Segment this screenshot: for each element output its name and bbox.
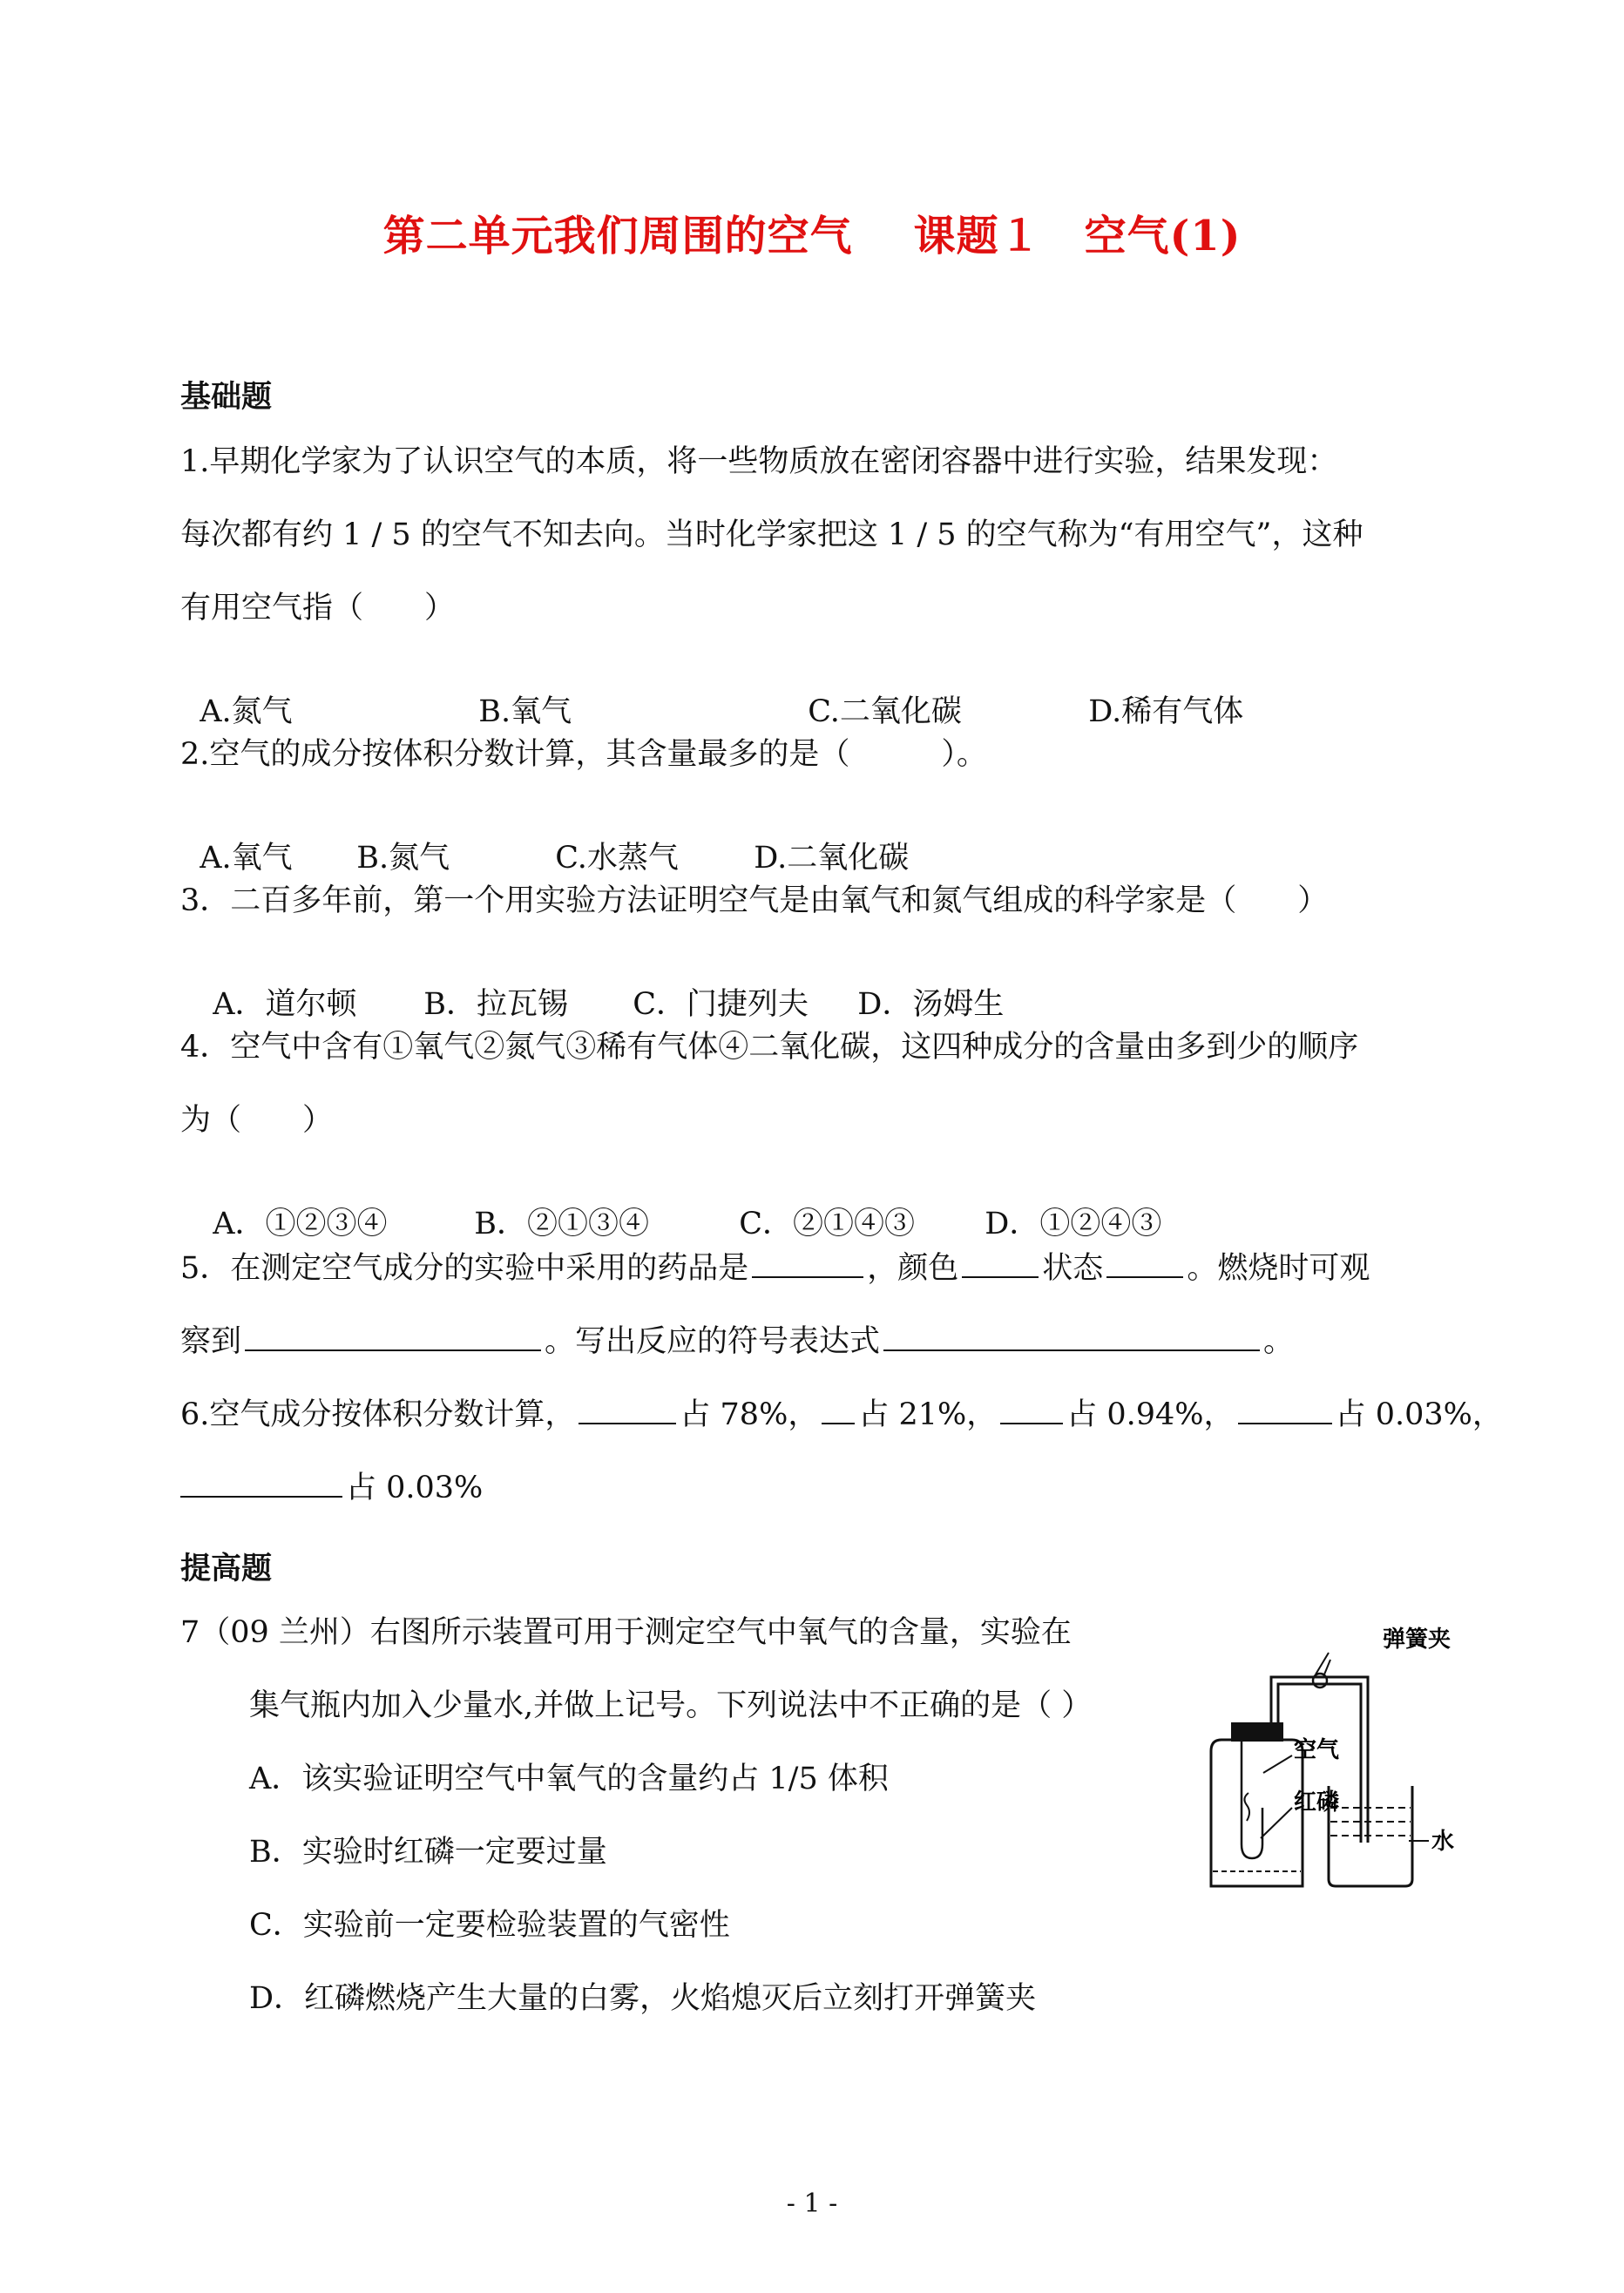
q2-stem: 2.空气的成分按体积分数计算，其含量最多的是（ ）。 [180, 737, 987, 772]
q4-line2: 为（ ） [180, 1103, 334, 1138]
page-number: - 1 - [786, 2188, 838, 2219]
q4-option-c: C．②①④③ [739, 1207, 916, 1241]
q3-option-c: C．门捷列夫 [633, 987, 809, 1022]
q7-option-c: C．实验前一定要检验装置的气密性 [249, 1908, 730, 1943]
q6-text-6: 占 0.03% [346, 1471, 484, 1505]
q7-option-d: D．红磷燃烧产生大量的白雾，火焰熄灭后立刻打开弹簧夹 [249, 1981, 1037, 2016]
q5-text-1: 5．在测定空气成分的实验中采用的药品是 [180, 1251, 749, 1286]
label-water: 水 [1431, 1829, 1455, 1855]
q6-text-5: 占 0.03%， [1335, 1397, 1503, 1432]
apparatus-figure [1181, 1625, 1477, 1895]
q5-blank-equation [883, 1325, 1260, 1351]
air-leader [1263, 1755, 1292, 1773]
q5-line1 [180, 1252, 1370, 1284]
q7-option-b: B．实验时红磷一定要过量 [249, 1835, 607, 1870]
q4-line1: 4．空气中含有①氧气②氮气③稀有气体④二氧化碳，这四种成分的含量由多到少的顺序 [180, 1030, 1359, 1065]
q1-option-a: A.氮气 [200, 694, 293, 729]
q6-blank-2 [822, 1398, 855, 1424]
q3-stem: 3．二百多年前，第一个用实验方法证明空气是由氧气和氮气组成的科学家是（ ） [180, 883, 1329, 918]
q6-blank-3 [1000, 1398, 1063, 1424]
q1-line2: 每次都有约 1 / 5 的空气不知去向。当时化学家把这 1 / 5 的空气称为“有用空气”，这种 [180, 517, 1363, 552]
q7-option-a: A．该实验证明空气中氧气的含量约占 1/5 体积 [249, 1762, 889, 1796]
label-clamp: 弹簧夹 [1383, 1627, 1451, 1653]
q5-text-4: 。燃烧时可观 [1187, 1251, 1370, 1286]
spring-clamp [1313, 1674, 1327, 1688]
q5-blank-reagent [752, 1252, 863, 1278]
collecting-bottle [1211, 1740, 1303, 1886]
spring-clamp-handle [1316, 1653, 1330, 1674]
q5-text-3: 状态 [1042, 1251, 1104, 1286]
q2-option-b: B.氮气 [356, 841, 450, 876]
q6-line1 [180, 1398, 1503, 1431]
q2-option-c: C.水蒸气 [555, 841, 679, 876]
q5-text-5: 察到 [180, 1324, 242, 1359]
q3-option-d: D．汤姆生 [857, 987, 1005, 1022]
q2-option-a: A.氧气 [200, 841, 293, 876]
q6-text-3: 占 21%， [858, 1397, 998, 1432]
q1-line3: 有用空气指（ ） [180, 591, 456, 626]
q5-blank-state [1106, 1252, 1183, 1278]
q6-text-2: 占 78%， [680, 1397, 819, 1432]
q5-blank-observation [245, 1325, 541, 1351]
q5-blank-color [962, 1252, 1039, 1278]
q6-text-1: 6.空气成分按体积分数计算， [180, 1397, 576, 1432]
label-air: 空气 [1294, 1737, 1340, 1763]
q1-option-b: B.氧气 [478, 694, 572, 729]
q7-line1: 7（09 兰州）右图所示装置可用于测定空气中氧气的含量，实验在 [180, 1615, 1072, 1650]
q1-option-c: C.二氧化碳 [808, 694, 962, 729]
rubber-stopper [1231, 1722, 1283, 1742]
phosphorus-leader [1261, 1808, 1292, 1838]
q5-line2 [180, 1325, 1294, 1357]
q2-options [180, 813, 909, 874]
q6-line2 [180, 1471, 483, 1504]
q1-options [180, 666, 1243, 727]
q1-option-d: D.稀有气体 [1088, 694, 1244, 729]
q7-line2: 集气瓶内加入少量水,并做上记号。下列说法中不正确的是（ ） [249, 1688, 1093, 1723]
q1-line1: 1.早期化学家为了认识空气的本质，将一些物质放在密闭容器中进行实验，结果发现： [180, 444, 1338, 479]
q5-text-6: 。写出反应的符号表达式 [545, 1324, 881, 1359]
title-unit: 第二单元我们周围的空气 [382, 212, 853, 260]
flame-icon [1244, 1793, 1249, 1821]
q4-option-a: A．①②③④ [213, 1207, 388, 1241]
q5-text-7: 。 [1263, 1324, 1295, 1359]
q4-options [193, 1179, 1161, 1240]
title-lesson: 课题１ 空气(1) [913, 212, 1242, 260]
q5-text-2: ，颜色 [867, 1251, 959, 1286]
q3-option-b: B．拉瓦锡 [423, 987, 568, 1022]
q4-option-d: D．①②④③ [985, 1207, 1162, 1241]
q6-blank-4 [1238, 1398, 1332, 1424]
q6-text-4: 占 0.94%， [1066, 1397, 1235, 1432]
q3-option-a: A．道尔顿 [213, 987, 357, 1022]
q4-option-b: B．②①③④ [474, 1207, 649, 1241]
q2-option-d: D.二氧化碳 [754, 841, 910, 876]
q6-blank-1 [579, 1398, 676, 1424]
page-title [0, 202, 1624, 262]
q6-blank-5 [180, 1471, 342, 1498]
label-phosphorus: 红磷 [1294, 1789, 1340, 1816]
q3-options [193, 959, 1004, 1020]
delivery-tube-inner [1278, 1684, 1361, 1843]
section-basic: 基础题 [180, 379, 273, 415]
section-advanced: 提高题 [180, 1551, 273, 1586]
